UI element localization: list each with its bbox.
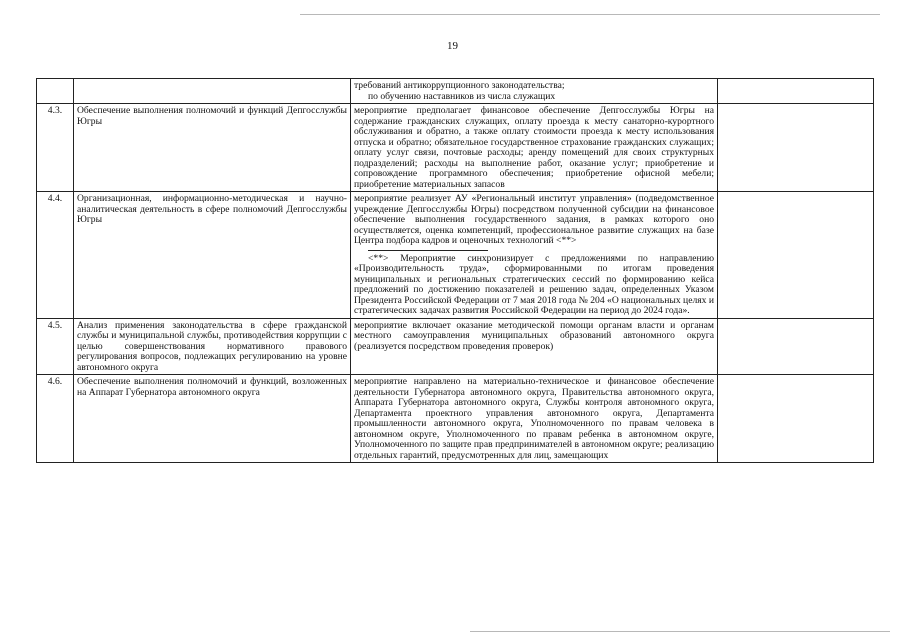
description-text: требований антикоррупционного законодательства; <box>354 80 565 91</box>
measure-name-cell: Организационная, информационно-методическая и научно-аналитическая деятельность в сфере полномочий Депгосслужбы Югры <box>74 192 351 319</box>
empty-cell <box>718 79 874 104</box>
measure-description-cell <box>351 375 718 463</box>
measure-description-cell <box>351 104 718 192</box>
description-text: мероприятие включает оказание методической помощи органам власти и органам местного самоуправления муниципальных образований автономного округа (реализуется посредством проведения проверок) <box>354 319 714 352</box>
empty-cell <box>718 104 874 192</box>
description-text: мероприятие реализует АУ «Региональный институт управления» (подведомственное учреждение Депгосслужбы Югры) посредством полученной субсидии на финансовое обеспечение выполнения государственного задания, в рамках которого оно осуществляется, оценка компетенций, профессиональное развитие служащих на базе Центра подбора кадров и оценочных технологий <**> <box>354 193 714 246</box>
table-row <box>37 192 874 319</box>
table-row <box>37 318 874 375</box>
row-number-cell: 4.6. <box>37 375 74 463</box>
row-number-cell: 4.5. <box>37 318 74 375</box>
table-row <box>37 375 874 463</box>
table-row <box>37 104 874 192</box>
row-number-cell: 4.4. <box>37 192 74 319</box>
description-text: мероприятие направлено на материально-техническое и финансовое обеспечение деятельности Губернатора автономного округа, Правительства автономного округа, Аппарата Губернатора автономного округа, Службы контроля автономного округа, Департамента проектного управления автономного округа, Департамента промышленности автономного округа, Уполномоченного по правам человека в автономном округе, Уполномоченного по правам ребенка в автономном округе, Уполномоченного по защите прав предпринимателей в автономном округе; реализацию отдельных гарантий, предусмотренных для лиц, замещающих <box>354 376 714 461</box>
page-number: 19 <box>447 40 458 52</box>
row-number-cell <box>37 79 74 104</box>
measure-name-cell: Обеспечение выполнения полномочий и функций Депгосслужбы Югры <box>74 104 351 192</box>
empty-cell <box>718 318 874 375</box>
table-row <box>37 79 874 104</box>
measures-table <box>36 78 874 463</box>
empty-cell <box>718 375 874 463</box>
measure-name-cell: Анализ применения законодательства в сфере гражданской службы и муниципальной службы, противодействия коррупции с целью совершенствования нормативного правового регулирования вопросов, подлежащих регулированию на уровне автономного округа <box>74 318 351 375</box>
footnote-divider <box>368 250 488 251</box>
description-text: мероприятие предполагает финансовое обеспечение Депгосслужбы Югры на содержание гражданских служащих, оплату проезда к месту санаторно-курортного обслуживания и обратно, а также оплату стоимости проезда к месту использования отпуска и обратно; обязательное государственное страхование гражданских служащих; оплату услуг связи, почтовые расходы; аренду помещений для своих структурных подразделений; расходы на выполнение работ, оказание услуг; приобретение и сопровождение программного обеспечения; приобретение офисной мебели; приобретение материальных запасов <box>354 105 714 190</box>
measure-description-cell <box>351 192 718 319</box>
row-number-cell: 4.3. <box>37 104 74 192</box>
footnote-text: <**> Мероприятие синхронизирует с предложениями по направлению «Производительность труда», сформированными по итогам проведения муниципальных и региональных стратегических сессий по формированию кейса предложений по достижению показателей и решению задач, определенных Указом Президента Российской Федерации от 7 мая 2018 года № 204 «О национальных целях и стратегических задачах развития Российской Федерации на период до 2024 года». <box>354 252 714 316</box>
measure-name-cell <box>74 79 351 104</box>
scan-bottom-edge-line <box>470 631 890 632</box>
measure-description-cell <box>351 318 718 375</box>
measure-name-cell: Обеспечение выполнения полномочий и функций, возложенных на Аппарат Губернатора автономного округа <box>74 375 351 463</box>
scan-top-edge-line <box>300 14 880 15</box>
description-text: по обучению наставников из числа служащих <box>368 90 556 102</box>
empty-cell <box>718 192 874 319</box>
measure-description-cell <box>351 79 718 104</box>
